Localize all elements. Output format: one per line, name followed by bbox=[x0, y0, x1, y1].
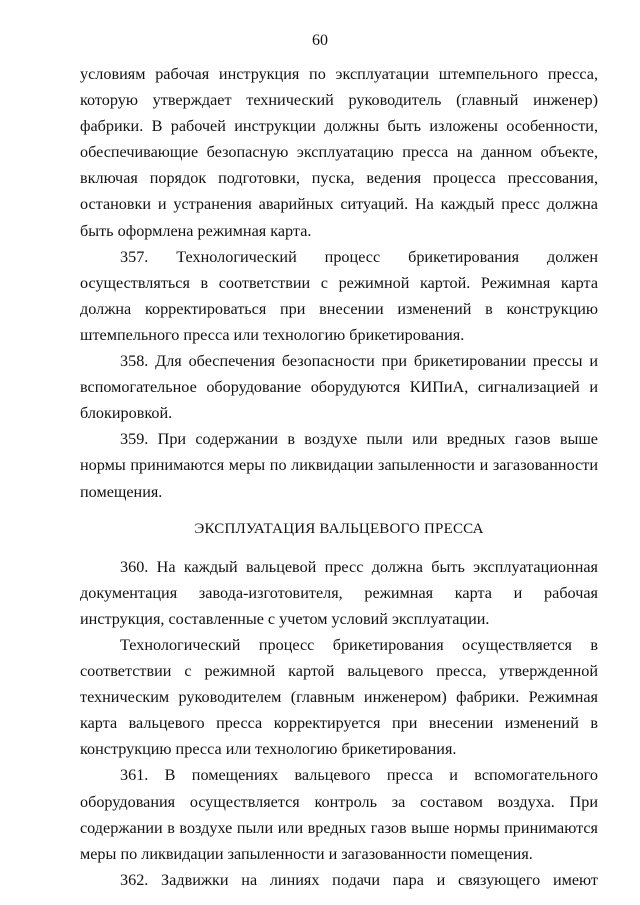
paragraph-360: 360. На каждый вальцевой пресс должна быть эксплуатационная документация завода-изготовителя, режимная карта и рабочая инструкция, составленные с учетом условий эксплуатации. bbox=[80, 557, 598, 628]
paragraph-357: 357. Технологический процесс брикетирования должен осуществляться в соответствии с режимной картой. Режимная карта должна корректироваться при внесении изменений в конструкцию штемпельного пресса или технологию брикетирования. bbox=[80, 247, 598, 344]
paragraph-362: 362. Задвижки на линиях подачи пара и связующего имеют bbox=[120, 870, 598, 889]
page-content bbox=[80, 61, 598, 893]
paragraph-358: 358. Для обеспечения безопасности при брикетировании прессы и вспомогательное оборудование оборудуются КИПиА, сигнализацией и блокировкой. bbox=[80, 352, 598, 423]
paragraph-360-process: Технологический процесс брикетирования осуществляется в соответствии с режимной картой вальцевого пресса, утвержденной техническим руководителем (главным инженером) фабрики. Режимная карта вальцевого пресса корректируется при внесении изменений в конструкцию пресса или технологию брикетирования. bbox=[80, 635, 598, 759]
paragraph-361: 361. В помещениях вальцевого пресса и вспомогательного оборудования осуществляется контроль за составом воздуха. При содержании в воздухе пыли или вредных газов выше нормы принимаются меры по ликвидации запыленности и загазованности помещения. bbox=[80, 766, 598, 863]
paragraph-359: 359. При содержании в воздухе пыли или вредных газов выше нормы принимаются меры по ликвидации запыленности и загазованности помещения. bbox=[80, 430, 598, 501]
page-number: 60 bbox=[312, 32, 328, 49]
section-heading: ЭКСПЛУАТАЦИЯ ВАЛЬЦЕВОГО ПРЕССА bbox=[194, 520, 484, 537]
paragraph-continued: условиям рабочая инструкция по эксплуатации штемпельного пресса, которую утверждает технический руководитель (главный инженер) фабрики. В рабочей инструкции должны быть изложены особенности, обеспечивающие безопасную эксплуатацию пресса на данном объекте, включая порядок подготовки, пуска, ведения процесса прессования, остановки и устранения аварийных ситуаций. На каждый пресс должна быть оформлена режимная карта. bbox=[80, 65, 598, 240]
